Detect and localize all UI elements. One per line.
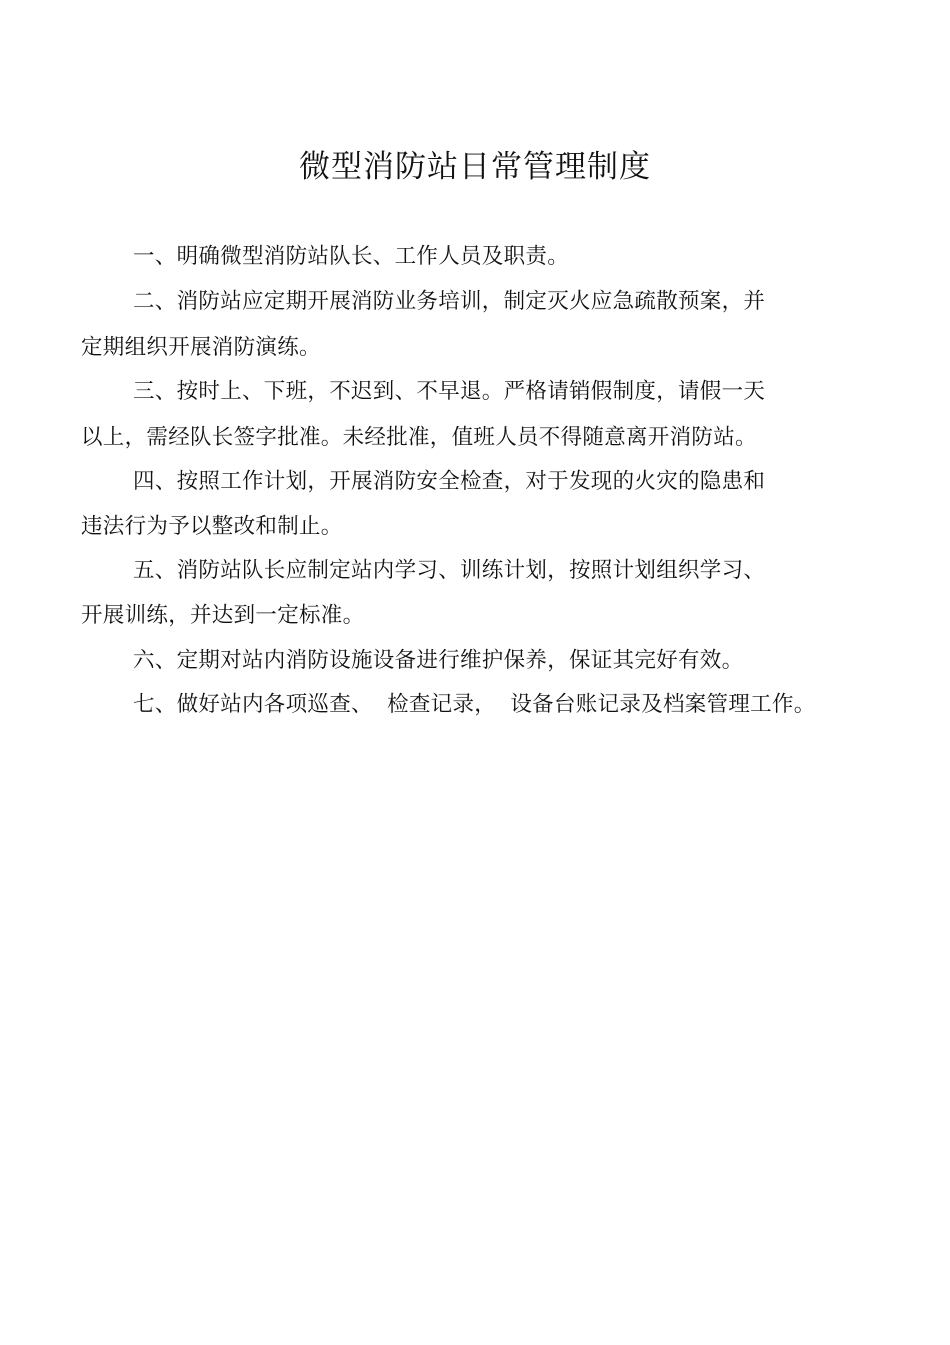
rule-2-line-1: 二、消防站应定期开展消防业务培训，制定灭火应急疏散预案，并: [133, 289, 766, 314]
rule-6-line-1: 六、定期对站内消防设施设备进行维护保养，保证其完好有效。: [133, 648, 744, 673]
document-title: 微型消防站日常管理制度: [299, 149, 651, 185]
rule-5-line-1: 五、消防站队长应制定站内学习、训练计划，按照计划组织学习、: [133, 558, 766, 583]
rule-3-line-2: 以上，需经队长签字批准。未经批准，值班人员不得随意离开消防站。: [81, 425, 757, 450]
rule-4-line-1: 四、按照工作计划，开展消防安全检查，对于发现的火灾的隐患和: [133, 469, 766, 494]
rule-4-line-2: 违法行为予以整改和制止。: [81, 514, 343, 539]
rule-2-line-2: 定期组织开展消防演练。: [81, 335, 321, 360]
rule-7-line-1: 七、做好站内各项巡查、 检查记录， 设备台账记录及档案管理工作。: [133, 692, 816, 717]
rule-5-line-2: 开展训练，并达到一定标准。: [81, 603, 365, 628]
rule-1-line-1: 一、明确微型消防站队长、工作人员及职责。: [133, 244, 570, 269]
rule-3-line-1: 三、按时上、下班，不迟到、不早退。严格请销假制度，请假一天: [133, 379, 766, 404]
